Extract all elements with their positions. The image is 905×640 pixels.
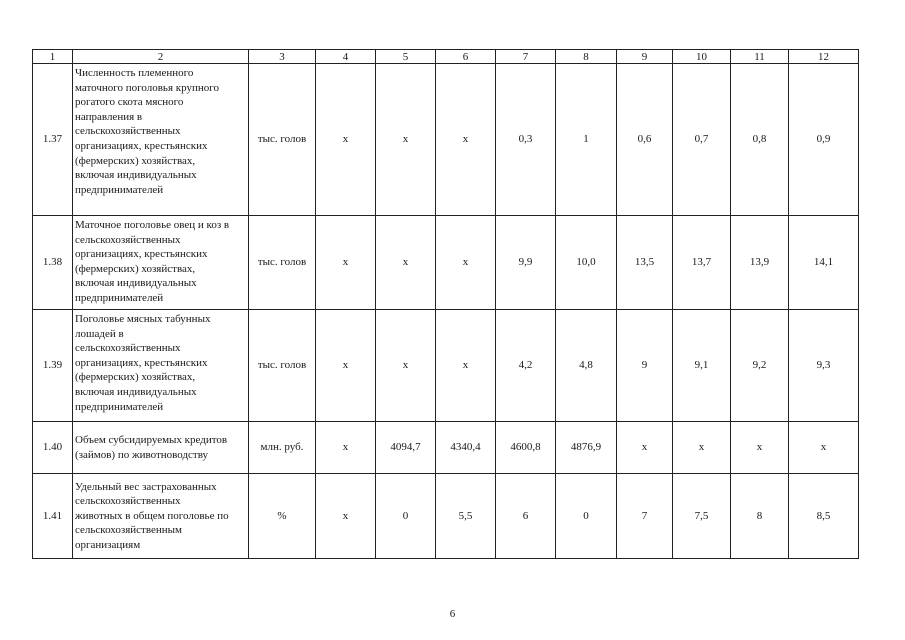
description-line: предпринимателей xyxy=(75,291,164,304)
description-line: организациях, крестьянских xyxy=(75,356,208,369)
description-line: Удельный вес застрахованных xyxy=(75,480,217,493)
description-line: Объем субсидируемых кредитов xyxy=(75,433,228,446)
header-cell: 5 xyxy=(376,50,436,64)
column-number-header xyxy=(33,50,859,64)
unit-cell: тыс. голов xyxy=(249,310,316,422)
value-cell: 0,9 xyxy=(789,64,859,216)
value-cell: 7 xyxy=(617,474,673,559)
value-cell: x xyxy=(316,64,376,216)
description-line: предпринимателей xyxy=(75,400,164,413)
header-cell: 1 xyxy=(33,50,73,64)
description-line: предпринимателей xyxy=(75,183,164,196)
header-cell: 11 xyxy=(731,50,789,64)
indicator-table xyxy=(32,49,859,559)
description-line: рогатого скота мясного xyxy=(75,96,184,109)
description-line: включая индивидуальных xyxy=(75,277,197,290)
header-cell: 7 xyxy=(496,50,556,64)
value-cell: 0 xyxy=(556,474,617,559)
row-number: 1.39 xyxy=(33,310,73,422)
value-cell: x xyxy=(316,422,376,474)
value-cell: x xyxy=(789,422,859,474)
description-line: направления в xyxy=(75,110,143,123)
value-cell: x xyxy=(376,64,436,216)
unit-cell: % xyxy=(249,474,316,559)
header-cell: 10 xyxy=(673,50,731,64)
indicator-description xyxy=(73,216,249,310)
value-cell: x xyxy=(617,422,673,474)
value-cell: x xyxy=(436,64,496,216)
header-cell: 9 xyxy=(617,50,673,64)
value-cell: x xyxy=(436,310,496,422)
value-cell: 4340,4 xyxy=(436,422,496,474)
indicator-description xyxy=(73,310,249,422)
description-line: включая индивидуальных xyxy=(75,169,197,182)
page-number: 6 xyxy=(449,608,456,620)
description-line: сельскохозяйственным xyxy=(75,524,182,537)
value-cell: 10,0 xyxy=(556,216,617,310)
description-line: организациях, крестьянских xyxy=(75,139,208,152)
value-cell: x xyxy=(436,216,496,310)
value-cell: 13,9 xyxy=(731,216,789,310)
indicator-description xyxy=(73,474,249,559)
table-row xyxy=(33,64,859,216)
row-number: 1.38 xyxy=(33,216,73,310)
value-cell: x xyxy=(316,310,376,422)
table-row xyxy=(33,474,859,559)
description-line: (фермерских) хозяйствах, xyxy=(75,262,196,275)
value-cell: 1 xyxy=(556,64,617,216)
description-line: Маточное поголовье овец и коз в xyxy=(75,219,230,231)
unit-cell: тыс. голов xyxy=(249,216,316,310)
description-line: сельскохозяйственных xyxy=(75,495,181,508)
value-cell: 4600,8 xyxy=(496,422,556,474)
table-row xyxy=(33,310,859,422)
description-line: животных в общем поголовье по xyxy=(75,509,229,522)
description-line: Численность племенного xyxy=(75,67,194,79)
description-line: (фермерских) хозяйствах, xyxy=(75,154,196,167)
indicator-description xyxy=(73,422,249,474)
value-cell: x xyxy=(316,216,376,310)
row-number: 1.40 xyxy=(33,422,73,474)
value-cell: 0,8 xyxy=(731,64,789,216)
row-number: 1.41 xyxy=(33,474,73,559)
value-cell: 8,5 xyxy=(789,474,859,559)
header-cell: 8 xyxy=(556,50,617,64)
value-cell: 8 xyxy=(731,474,789,559)
value-cell: 4,8 xyxy=(556,310,617,422)
description-line: (займов) по животноводству xyxy=(75,448,209,461)
header-cell: 2 xyxy=(73,50,249,64)
value-cell: 5,5 xyxy=(436,474,496,559)
value-cell: x xyxy=(731,422,789,474)
description-line: организациях, крестьянских xyxy=(75,248,208,261)
indicator-description xyxy=(73,64,249,216)
table-row xyxy=(33,216,859,310)
description-line: сельскохозяйственных xyxy=(75,342,181,355)
description-line: включая индивидуальных xyxy=(75,385,197,398)
value-cell: 9,2 xyxy=(731,310,789,422)
value-cell: 0,6 xyxy=(617,64,673,216)
value-cell: 4876,9 xyxy=(556,422,617,474)
value-cell: 6 xyxy=(496,474,556,559)
description-line: (фермерских) хозяйствах, xyxy=(75,371,196,384)
value-cell: 0 xyxy=(376,474,436,559)
header-cell: 4 xyxy=(316,50,376,64)
description-line: Поголовье мясных табунных xyxy=(75,313,211,325)
value-cell: 7,5 xyxy=(673,474,731,559)
row-number: 1.37 xyxy=(33,64,73,216)
value-cell: x xyxy=(316,474,376,559)
value-cell: 13,5 xyxy=(617,216,673,310)
value-cell: 4,2 xyxy=(496,310,556,422)
value-cell: x xyxy=(673,422,731,474)
value-cell: 9,3 xyxy=(789,310,859,422)
description-line: организациям xyxy=(75,538,141,551)
header-cell: 3 xyxy=(249,50,316,64)
value-cell: 9 xyxy=(617,310,673,422)
value-cell: 0,3 xyxy=(496,64,556,216)
description-line: лошадей в xyxy=(75,327,124,340)
value-cell: 0,7 xyxy=(673,64,731,216)
description-line: сельскохозяйственных xyxy=(75,233,181,246)
unit-cell: млн. руб. xyxy=(249,422,316,474)
description-line: сельскохозяйственных xyxy=(75,125,181,138)
value-cell: 4094,7 xyxy=(376,422,436,474)
value-cell: 9,9 xyxy=(496,216,556,310)
value-cell: 9,1 xyxy=(673,310,731,422)
table-row xyxy=(33,422,859,474)
value-cell: x xyxy=(376,216,436,310)
header-cell: 6 xyxy=(436,50,496,64)
description-line: маточного поголовья крупного xyxy=(75,81,219,94)
value-cell: 14,1 xyxy=(789,216,859,310)
unit-cell: тыс. голов xyxy=(249,64,316,216)
value-cell: x xyxy=(376,310,436,422)
value-cell: 13,7 xyxy=(673,216,731,310)
header-cell: 12 xyxy=(789,50,859,64)
